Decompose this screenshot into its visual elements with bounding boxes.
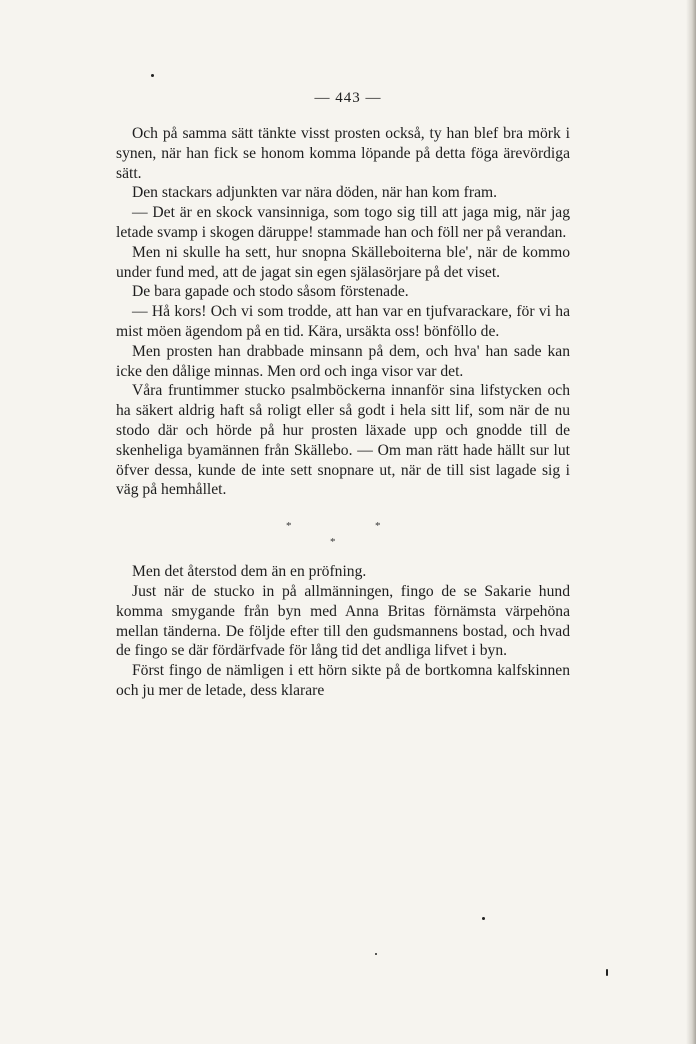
paragraph: Just när de stucko in på allmänningen, fingo de se Sakarie hund komma smygande från byn med Anna Britas förnämsta värpehöna mellan tänderna. De följde efter till den gudsmannens bostad, och hvad de fingo se där fördärfvade för lång tid det andliga lifvet i byn. [116, 582, 570, 660]
paragraph: Men prosten han drabbade minsann på dem, och hva' han sade kan icke den dålige minnas. Men ord och inga visor var det. [116, 342, 570, 380]
page-number: — 443 — [314, 90, 382, 106]
asterism-star: * [330, 536, 336, 549]
ink-speck [482, 917, 485, 920]
paragraph: Den stackars adjunkten var nära döden, när han kom fram. [132, 184, 498, 202]
section-break [116, 500, 570, 562]
paragraph: Först fingo de nämligen i ett hörn sikte på de bortkomna kalfskinnen och ju mer de letade, dess klarare [116, 662, 570, 699]
paragraph: — Hå kors! Och vi som trodde, att han var en tjufvarackare, för vi ha mist möen ägendom på en tid. Kära, ursäkta oss! bönföllo de. [116, 303, 570, 340]
page-edge-shadow [686, 0, 696, 1044]
ink-speck [606, 969, 608, 976]
body-text [116, 124, 570, 701]
asterism-star: * [286, 520, 292, 533]
paragraph: Våra fruntimmer stucko psalmböckerna innanför sina lifstycken och ha säkert aldrig haft så roligt eller så godt i hela sitt lif, som när de nu stodo där och hörde på hur prosten läxade upp och gnodde till de skenheliga byamännen från Skällebo. — Om man rätt hade hällt sur lut öfver dessa, kunde de inte sett snopnare ut, när de till sist lagade sig i väg på hemhållet. [116, 382, 570, 499]
paragraph: De bara gapade och stodo såsom förstenade. [132, 283, 409, 301]
ink-speck [151, 74, 154, 77]
paragraph: Men det återstod dem än en pröfning. [132, 563, 367, 581]
asterism-star: * [375, 520, 381, 533]
paragraph: Och på samma sätt tänkte visst prosten också, ty han blef bra mörk i synen, när han fick se honom komma löpande på detta föga ärevördiga sätt. [116, 125, 570, 182]
paragraph: Men ni skulle ha sett, hur snopna Skälleboiterna ble', när de kommo under fund med, att de jagat sin egen själasörjare på det viset. [116, 243, 570, 281]
paragraph: — Det är en skock vansinniga, som togo sig till att jaga mig, när jag letade svamp i skogen däruppe! stammade han och föll ner på verandan. [116, 204, 570, 241]
ink-speck [375, 953, 377, 955]
